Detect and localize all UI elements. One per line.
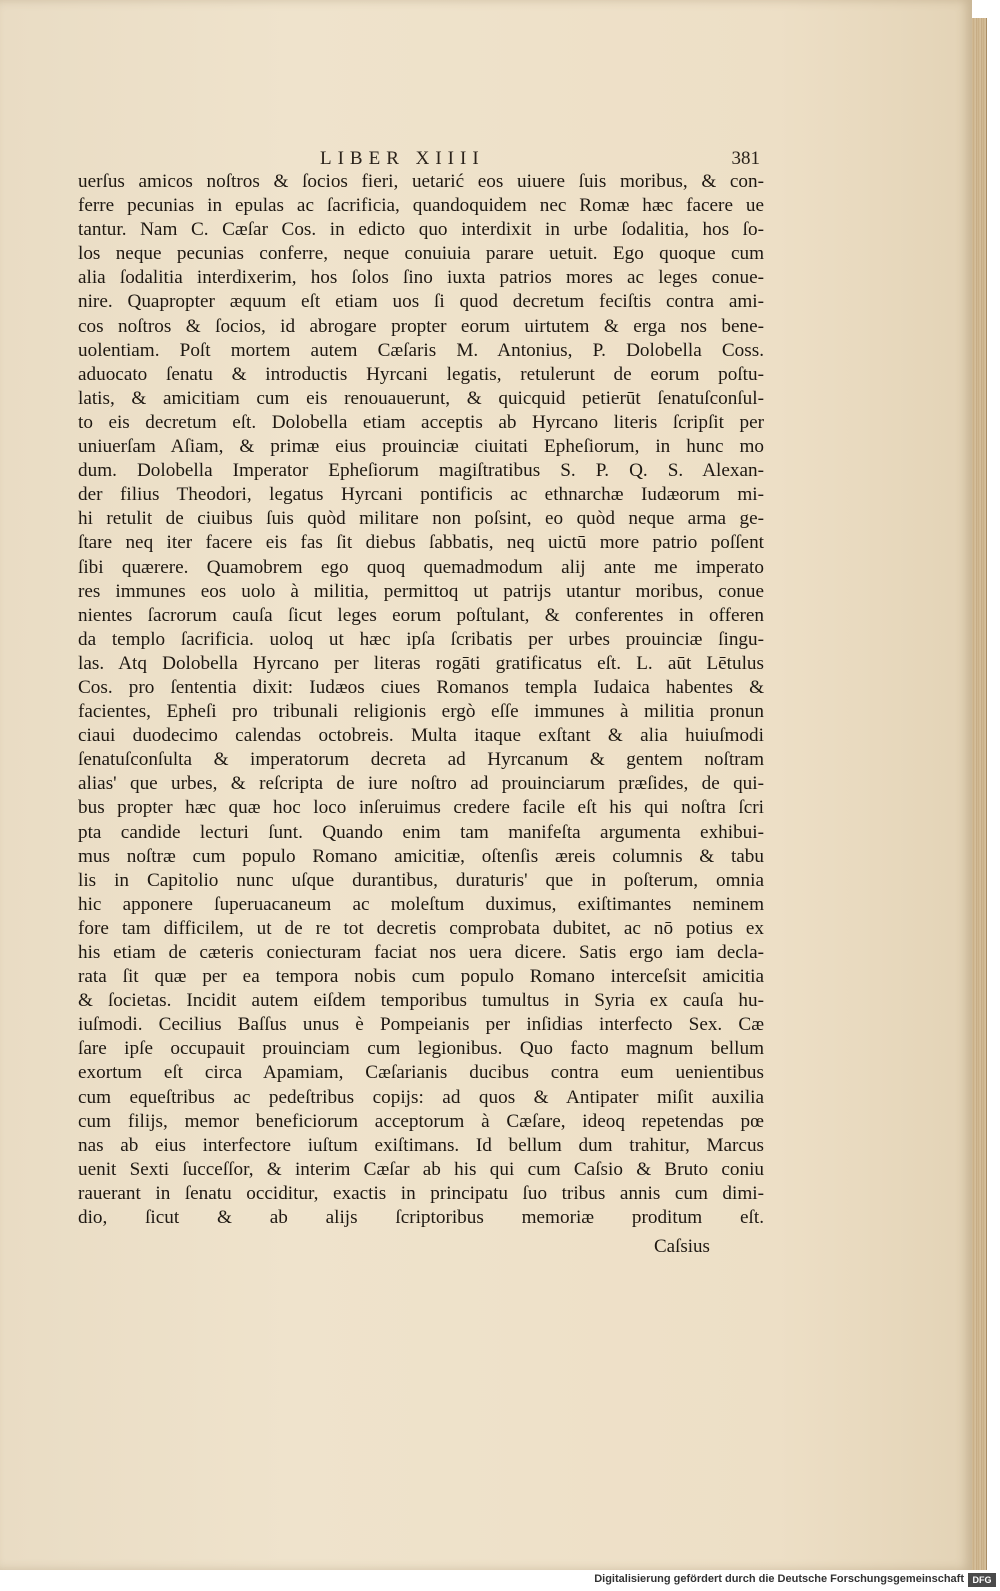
text-line: bus propter hæc quæ hoc loco inſeruimus credere facile eſt his qui noſtra ſcri xyxy=(78,797,764,819)
text-line: dum. Dolobella Imperator Epheſiorum magiſtratibus S. P. Q. S. Alexan- xyxy=(78,460,764,482)
text-line: nire. Quapropter æquum eſt etiam uos ſi quod decretum feciſtis contra ami- xyxy=(78,291,764,313)
dfg-logo-icon: DFG xyxy=(968,1573,996,1587)
text-line: nas ab eius interfectore iuſtum exiſtimans. Id bellum dum trahitur, Marcus xyxy=(78,1134,764,1156)
text-line: ſtare neq iter facere eis fas ſit diebus ſabbatis, neq uictū more patrio poſſent xyxy=(78,532,764,554)
text-line: iuſmodi. Cecilius Baſſus unus è Pompeianis per inſidias interfecto Sex. Cæ xyxy=(78,1014,764,1036)
text-line: rauerant in ſenatu occiditur, exactis in principatu ſuo tribus annis cum dimi- xyxy=(78,1182,764,1204)
text-line: ſibi quærere. Quamobrem ego quoq quemadmodum alij ante me imperato xyxy=(78,556,764,578)
text-line: Cos. pro ſententia dixit: Iudæos ciues Romanos templa Iudaica habentes & xyxy=(78,676,764,698)
page-edge xyxy=(972,18,987,1570)
text-line: latis, & amicitiam cum eis renouauerunt, & quicquid petierūt ſenatuſconſul- xyxy=(78,387,764,409)
text-line: nientes ſacrorum cauſa ſicut leges eorum poſtulant, & conferentes in offeren xyxy=(78,604,764,626)
text-line: der filius Theodori, legatus Hyrcani pontificis ac ethnarchæ Iudæorum mi- xyxy=(78,484,764,506)
footer-bar xyxy=(0,1570,1000,1591)
text-line: ferre pecunias in epulas ac ſacrificia, quandoquidem nec Romæ hæc facere ue xyxy=(78,195,764,217)
text-line: rata ſit quæ per ea tempora nobis cum populo Romano interceſsit amicitia xyxy=(78,966,764,988)
page-number: 381 xyxy=(731,148,760,169)
text-line: hi retulit de ciuibus ſuis quòd militare non poſsint, eo quòd neque arma ge- xyxy=(78,508,764,530)
text-line: ſare ipſe occupauit prouinciam cum legionibus. Quo facto magnum bellum xyxy=(78,1038,764,1060)
text-line: mus noſtræ cum populo Romano amicitiæ, oſtenſis æreis columnis & tabu xyxy=(78,845,764,867)
text-line: facientes, Epheſi pro tribunali religionis ergò eſſe immunes à militia pronun xyxy=(78,701,764,723)
text-line: dio, ſicut & ab alijs ſcriptoribus memoriæ proditum eſt. xyxy=(78,1207,764,1229)
running-head: LIBER XIIII xyxy=(320,148,485,169)
text-line: cum filijs, memor beneficiorum acceptorum à Cæſare, ideoq repetendas pœ xyxy=(78,1110,764,1132)
text-line: & ſocietas. Incidit autem eiſdem temporibus tumultus in Syria ex cauſa hu- xyxy=(78,990,764,1012)
text-line: his etiam de cæteris coniecturam faciat nos uera dicere. Satis ergo iam decla- xyxy=(78,942,764,963)
text-line: ſenatuſconſulta & imperatorum decreta ad Hyrcanum & gentem noſtram xyxy=(78,749,764,771)
footer-credit: Digitalisierung gefördert durch die Deutsche Forschungsgemeinschaft xyxy=(594,1573,964,1585)
text-line: uenit Sexti ſucceſſor, & interim Cæſar ab his qui cum Caſsio & Bruto coniu xyxy=(78,1158,764,1180)
text-line: uerſus amicos noſtros & ſocios fieri, uetarić eos uiuere ſuis moribus, & con- xyxy=(78,171,764,192)
text-line: aduocato ſenatu & introductis Hyrcani legatis, retulerunt de eorum poſtu- xyxy=(78,363,764,385)
text-line: los neque pecunias conferre, neque conuiuia parare uetuit. Ego quoque cum xyxy=(78,243,764,265)
text-line: hic apponere ſuperuacaneum ac moleſtum duximus, exiſtimantes neminem xyxy=(78,893,764,915)
text-line: lis in Capitolio nunc uſque durantibus, duraturis' que in poſterum, omnia xyxy=(78,869,764,891)
text-line: ciaui duodecimo calendas octobreis. Multa itaque exſtant & alia huiuſmodi xyxy=(78,725,764,747)
text-line: uniuerſam Aſiam, & primæ eius prouinciæ ciuitati Epheſiorum, in hunc mo xyxy=(78,436,764,458)
catchword: Caſsius xyxy=(654,1236,710,1257)
body-text xyxy=(78,170,764,1254)
text-line: da templo ſacrificia. uoloq ut hæc ipſa ſcribatis per urbes prouinciæ ſingu- xyxy=(78,628,764,650)
text-line: pta candide lecturi ſunt. Quando enim tam manifeſta argumenta exhibui- xyxy=(78,821,764,843)
text-line: to eis decretum eſt. Dolobella etiam acceptis ab Hyrcano literis ſcripſit per xyxy=(78,411,764,433)
text-line: cum equeſtribus ac pedeſtribus copijs: ad quos & Antipater miſit auxilia xyxy=(78,1086,764,1108)
text-line: tantur. Nam C. Cæſar Cos. in edicto quo interdixit in urbe ſodalitia, hos ſo- xyxy=(78,219,764,241)
text-line: uolentiam. Poſt mortem autem Cæſaris M. Antonius, P. Dolobella Coss. xyxy=(78,339,764,361)
text-line: alias' que urbes, & reſcripta de iure noſtro ad prouinciarum præſides, de qui- xyxy=(78,773,764,795)
text-line: res immunes eos uolo à militia, permittoq ut patrijs utantur moribus, conue xyxy=(78,580,764,602)
text-line: cos noſtros & ſocios, id abrogare propter eorum uirtutem & erga nos bene- xyxy=(78,315,764,337)
text-line: fore tam difficilem, ut de re tot decretis comprobata dubitet, ac nō potius ex xyxy=(78,917,764,939)
text-line: alia ſodalitia interdixerim, hos ſolos ſino iuxta patrios mores ac leges conue- xyxy=(78,267,764,289)
text-line: exortum eſt circa Apamiam, Cæſarianis ducibus contra eum uenientibus xyxy=(78,1062,764,1084)
text-line: las. Atq Dolobella Hyrcano per literas rogāti gratificatus eſt. L. aūt Lētulus xyxy=(78,652,764,674)
